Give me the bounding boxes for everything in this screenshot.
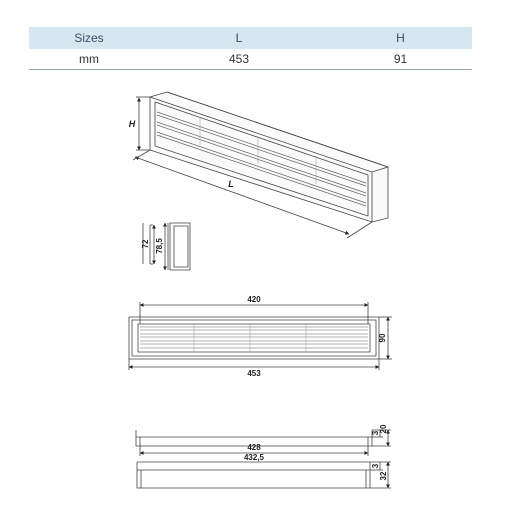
side-dim-outer: 78,5 [155, 238, 164, 254]
cell-unit: mm [29, 49, 149, 70]
front-view [129, 302, 392, 370]
frame1-dim-small: 3 [371, 430, 380, 436]
side-profile [143, 223, 190, 270]
front-dim-top: 420 [247, 295, 261, 304]
frame2-dim-height: 32 [379, 471, 388, 481]
front-dim-right: 90 [378, 333, 387, 343]
header-length: L [149, 27, 329, 49]
iso-length-label: L [228, 179, 234, 189]
cell-height: 91 [329, 49, 472, 70]
header-sizes: Sizes [29, 27, 149, 49]
frame2-dim-width: 432,5 [243, 453, 265, 462]
side-dim-inner: 72 [141, 239, 150, 249]
isometric-view [133, 92, 388, 238]
iso-height-label: H [128, 119, 136, 129]
front-dim-bottom: 453 [247, 369, 261, 378]
frame-profile-2 [137, 462, 391, 488]
frame1-dim-width: 428 [247, 443, 261, 452]
header-height: H [329, 27, 472, 49]
cell-length: 453 [149, 49, 329, 70]
frame2-dim-small: 3 [371, 463, 380, 469]
frame1-dim-height: 20 [379, 424, 388, 434]
